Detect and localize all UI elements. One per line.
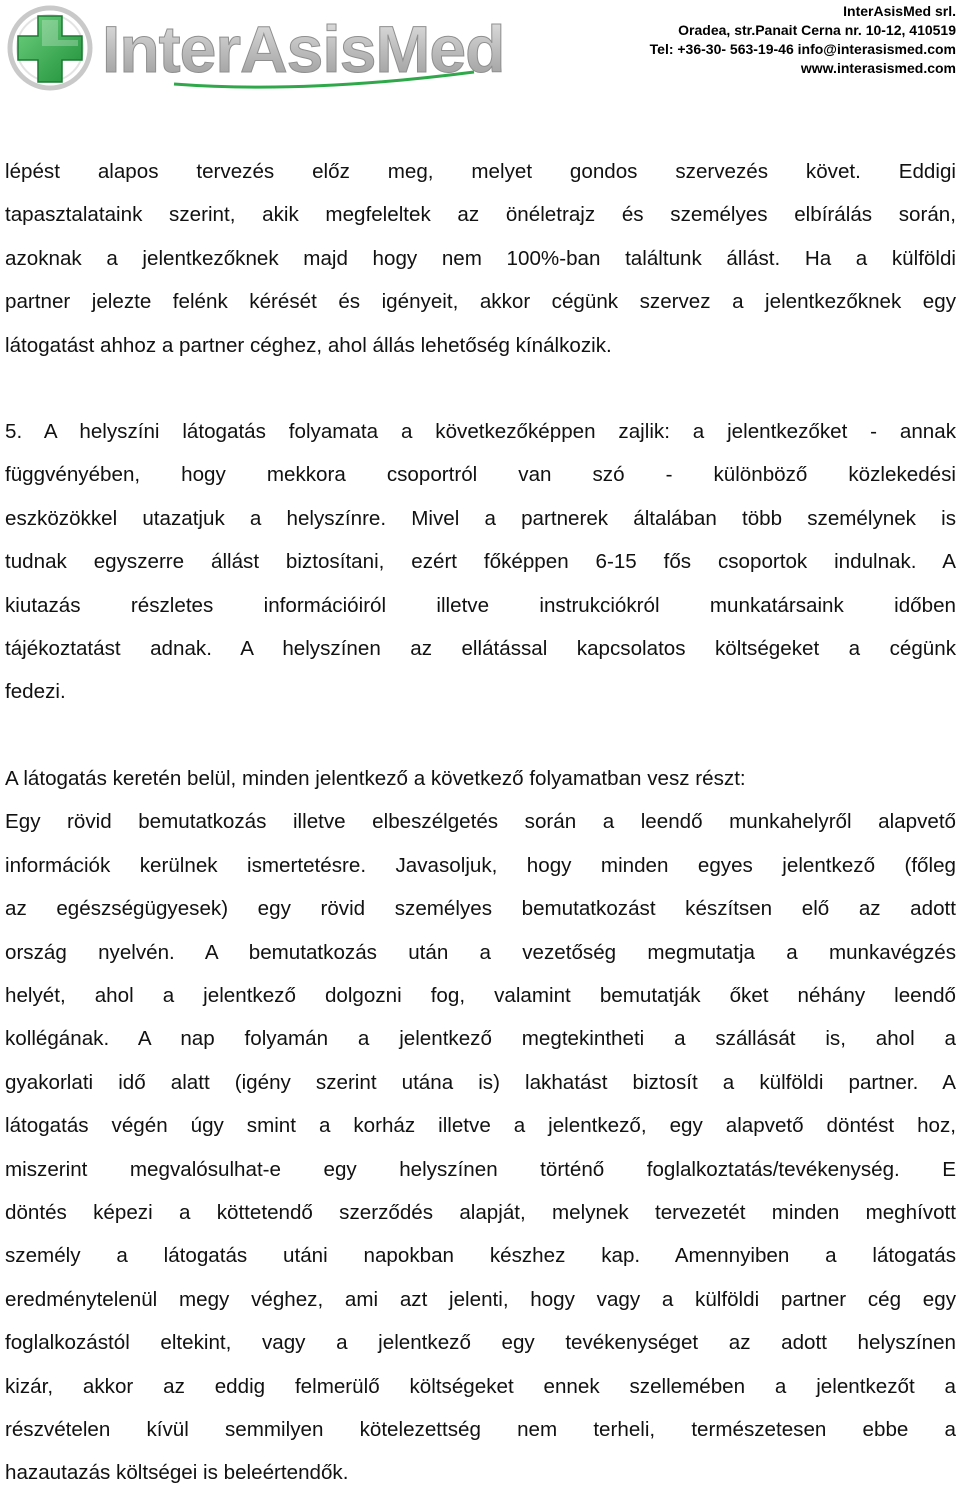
company-info [650, 2, 956, 78]
text-line: részvételen kívül semmilyen kötelezettség nem terheli, természetesen ebbe a [5, 1417, 956, 1441]
text-line: helyét, ahol a jelentkező dolgozni fog, valamint bemutatják őket néhány leendő [5, 983, 956, 1007]
paragraph-2 [5, 410, 956, 714]
text-line: ország nyelvén. A bemutatkozás után a vezetőség megmutatja a munkavégzés [5, 940, 956, 964]
text-line: látogatást ahhoz a partner céghez, ahol állás lehetőség kínálkozik. [5, 333, 612, 357]
text-line: foglalkozástól eltekint, vagy a jelentkező egy tevékenységet az adott helyszínen [5, 1331, 956, 1355]
text-line: látogatás végén úgy smint a korház illetve a jelentkező, egy alapvető döntést hoz, [5, 1114, 956, 1138]
company-logo [4, 2, 514, 94]
document-body [5, 150, 956, 1495]
letterhead [0, 0, 960, 100]
text-line: információk kerülnek ismertetésre. Javasoljuk, hogy minden egyes jelentkező (főleg [5, 853, 956, 877]
text-line: A látogatás keretén belül, minden jelentkező a következő folyamatban vesz részt: [5, 766, 746, 790]
company-website: www.interasismed.com [800, 60, 956, 76]
text-line: lépést alapos tervezés előz meg, melyet gondos szervezés követ. Eddigi [5, 160, 956, 183]
text-line: azoknak a jelentkezőknek majd hogy nem 100%-ban találtunk állást. Ha a külföldi [5, 246, 956, 270]
text-line: függvényében, hogy mekkora csoportról van szó - különböző közlekedési [5, 463, 956, 487]
text-line: kiutazás részletes információiról illetve instrukciókról munkatársaink időben [5, 593, 956, 617]
text-line: tudnak egyszerre állást biztosítani, ezért főképpen 6-15 fős csoportok indulnak. A [5, 550, 956, 574]
paragraph-3 [5, 757, 956, 1495]
text-line: kizár, akkor az eddig felmerülő költségeket ennek szellemében a jelentkezőt a [5, 1374, 956, 1398]
text-line: eredménytelenül megy véghez, ami azt jelenti, hogy vagy a külföldi partner cég egy [5, 1287, 956, 1311]
text-line: döntés képezi a köttetendő szerződés alapját, melynek tervezetét minden meghívott [5, 1200, 956, 1224]
text-line: tapasztalataink szerint, akik megfeleltek az önéletrajz és személyes elbírálás során, [5, 203, 956, 227]
text-line: partner jelezte felénk kérését és igényeit, akkor cégünk szervez a jelentkezőknek egy [5, 290, 956, 314]
text-line: 5. A helyszíni látogatás folyamata a következőképpen zajlik: a jelentkezőket - annak [5, 420, 956, 444]
svg-text:InterAsisMed: InterAsisMed [102, 12, 505, 86]
text-line: tájékoztatást adnak. A helyszínen az ellátással kapcsolatos költségeket a cégünk [5, 637, 956, 661]
text-line: az egészségügyesek) egy rövid személyes bemutatkozást készítsen elő az adott [5, 897, 956, 921]
company-address: Oradea, str.Panait Cerna nr. 10-12, 410519 [678, 22, 956, 38]
text-line: gyakorlati idő alatt (igény szerint utána is) lakhatást biztosít a külföldi partner. A [5, 1070, 956, 1094]
text-line: kollégának. A nap folyamán a jelentkező megtekintheti a szállását is, ahol a [5, 1027, 956, 1051]
text-line: hazautazás költségei is beleértendők. [5, 1461, 349, 1485]
medical-cross-icon [10, 8, 90, 88]
paragraph-1 [5, 150, 956, 367]
text-line: miszerint megvalósulhat-e egy helyszínen történő foglalkoztatás/tevékenység. E [5, 1157, 956, 1181]
company-name: InterAsisMed srl. [843, 3, 956, 19]
text-line: Egy rövid bemutatkozás illetve elbeszélgetés során a leendő munkahelyről alapvető [5, 810, 956, 834]
company-logo-graphic [4, 2, 514, 94]
text-line: személy a látogatás utáni napokban készhez kap. Amennyiben a látogatás [5, 1244, 956, 1268]
text-line: fedezi. [5, 680, 66, 704]
text-line: eszközökkel utazatjuk a helyszínre. Mivel a partnerek általában több személynek is [5, 506, 956, 530]
company-contact: Tel: +36-30- 563-19-46 info@interasismed.com [649, 41, 956, 57]
